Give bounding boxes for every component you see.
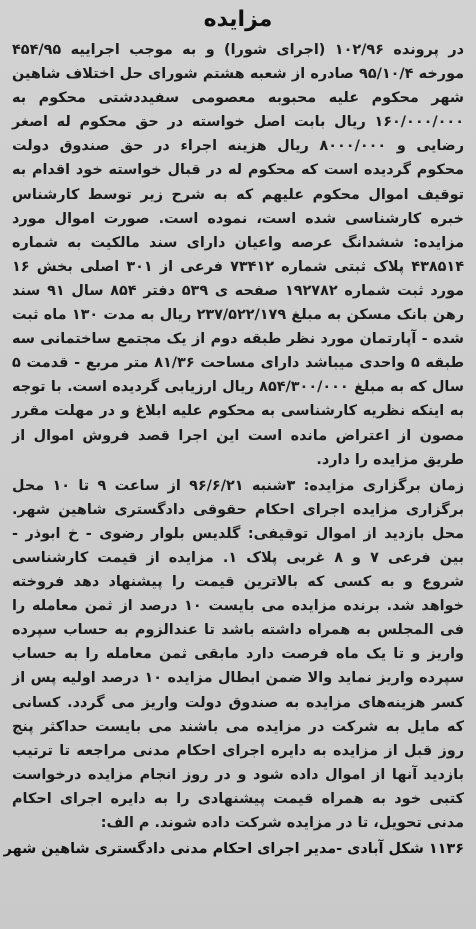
notice-title: مزایده bbox=[203, 7, 273, 32]
notice-paragraph-case-details: در پرونده ۱۰۲/۹۶ (اجرای شورا) و به موجب اجراییه ۴۵۴/۹۵ مورخه ۹۵/۱۰/۴ صادره از شعبه هشتم شورای حل اختلاف شاهین شهر محکوم علیه محبوبه معصومی سفیددشتی محکوم به ۱۶۰/۰۰۰/۰۰۰ ریال بابت اصل خواسته در حق محکوم له اصغر رضایی و ۸۰۰۰/۰۰۰ ریال هزینه اجراء در حق صندوق دولت محکوم گردیده است که محکوم له در قبال خواسته خود اقدام به توقیف اموال محکوم علیهم که به شرح زیر توسط کارشناس خبره کارشناسی شده است، نموده است. صورت اموال مورد مزایده: ششدانگ عرصه واعیان دارای سند مالکیت به شماره ۴۳۸۵۱۴ پلاک ثبتی شماره ۷۳۴۱۲ فرعی از ۳۰۱ اصلی بخش ۱۶ مورد ثبت شماره ۱۹۲۷۸۲ صفحه ی ۵۳۹ دفتر ۸۵۴ سال ۹۱ سند رهن بانک مسکن به مبلغ ۲۳۷/۵۲۲/۱۷۹ ریال به مدت ۱۳۰ ماه ثبت شده - آپارتمان مورد نظر طبقه دوم از یک مجتمع ساختمانی سه طبقه ۵ واحدی میباشد دارای مساحت ۸۱/۳۶ متر مربع - قدمت ۵ سال که به مبلغ ۸۵۴/۳۰۰/۰۰۰ ریال ارزیابی گردیده است. با توجه به اینکه نظریه کارشناسی به محکوم علیه ابلاغ و در مهلت مقرر مصون از اعتراض مانده است این اجرا قصد فروش اموال از طریق مزایده را دارد. bbox=[12, 42, 465, 468]
notice-signature: ۱۱۳۶ شکل آبادی -مدیر اجرای احکام مدنی دادگستری شاهین شهر bbox=[3, 841, 464, 858]
notice-body bbox=[12, 38, 464, 835]
notice-paragraph-auction-terms: زمان برگزاری مزایده: ۳شنبه ۹۶/۶/۲۱ از ساعت ۹ تا ۱۰ محل برگزاری مزایده اجرای احکام حقوقی دادگستری شاهین شهر. محل بازدید از اموال توقیفی: گلدیس بلوار رضوی - خ ابوذر - بین فرعی ۷ و ۸ غربی پلاک ۱. مزایده از قیمت کارشناسی شروع و به کسی که بالاترین قیمت را پیشنهاد دهد فروخته خواهد شد. برنده مزایده می بایست ۱۰ درصد از ثمن معامله را فی المجلس به همراه داشته باشد تا عندالزوم به حساب سپرده واریز و تا یک ماه فرصت دارد مابقی ثمن معامله را به حساب سپرده واریز نماید والا ضمن ابطال مزایده ۱۰ درصد اولیه پس از کسر هزینه‌های مزایده به صندوق دولت واریز می گردد. کسانی که مایل به شرکت در مزایده می باشند می بایست حداکثر پنج روز قبل از مزایده به دایره اجرای احکام مدنی مراجعه تا ترتیب بازدید آنها از اموال داده شود و در روز انجام مزایده درخواست کتبی خود به همراه قیمت پیشنهادی را به دایره اجرای احکام مدنی تحویل، تا در مزایده شرکت داده شوند. م الف: bbox=[12, 477, 465, 831]
